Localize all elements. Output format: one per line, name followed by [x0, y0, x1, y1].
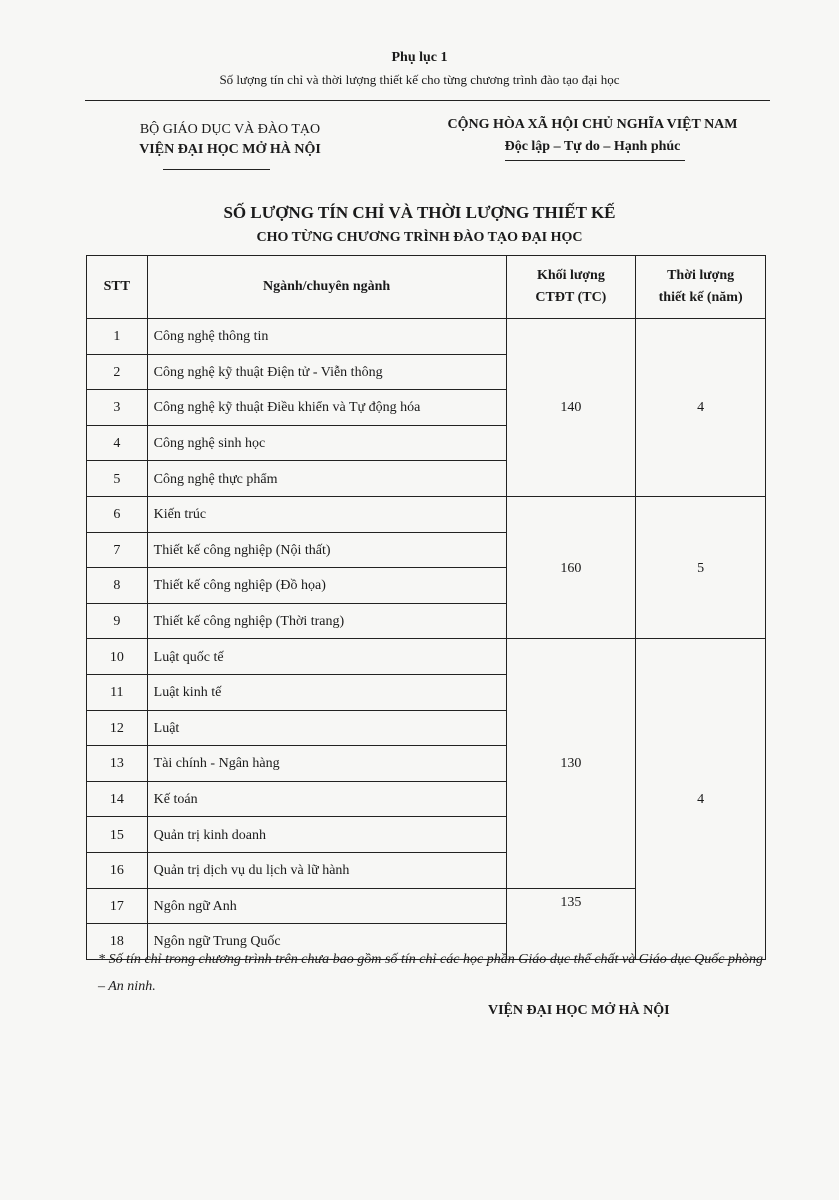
duration-cell: 4 — [636, 319, 766, 497]
credits-cell: 130 — [506, 639, 636, 888]
row-stt: 16 — [87, 852, 148, 888]
row-program: Thiết kế công nghiệp (Thời trang) — [147, 603, 506, 639]
motto: Độc lập – Tự do – Hạnh phúc — [504, 139, 681, 154]
row-program: Ngôn ngữ Anh — [147, 888, 506, 924]
row-program: Luật kinh tế — [147, 674, 506, 710]
top-divider — [85, 100, 770, 101]
row-stt: 12 — [87, 710, 148, 746]
row-program: Luật — [147, 710, 506, 746]
header-duration-line2: thiết kế (năm) — [658, 290, 743, 305]
row-program: Công nghệ kỹ thuật Điều khiển và Tự động hóa — [147, 390, 506, 426]
row-stt: 5 — [87, 461, 148, 497]
row-stt: 17 — [87, 888, 148, 924]
row-program: Công nghệ thực phẩm — [147, 461, 506, 497]
header-credits-line2: CTĐT (TC) — [535, 290, 607, 305]
row-stt: 15 — [87, 817, 148, 853]
row-program: Thiết kế công nghiệp (Đồ họa) — [147, 568, 506, 604]
row-stt: 1 — [87, 319, 148, 355]
left-underline — [163, 169, 270, 170]
table-header-row — [87, 256, 766, 319]
national-motto-block — [410, 114, 775, 158]
duration-cell: 5 — [636, 496, 766, 638]
institute-name: VIỆN ĐẠI HỌC MỞ HÀ NỘI — [139, 142, 321, 157]
footnote: * Số tín chỉ trong chương trình trên chưa bao gồm số tín chỉ các học phần Giáo dục thể chất và Giáo dục Quốc phòng – An ninh. — [98, 952, 763, 994]
header-stt: STT — [87, 256, 148, 319]
row-stt: 18 — [87, 924, 148, 960]
credits-cell: 160 — [506, 496, 636, 638]
duration-cell: 4 — [636, 639, 766, 959]
row-stt: 11 — [87, 674, 148, 710]
credits-cell: 135 — [506, 888, 636, 959]
table-row — [87, 496, 766, 532]
row-stt: 6 — [87, 496, 148, 532]
ministry-block — [100, 120, 360, 160]
row-stt: 2 — [87, 354, 148, 390]
document-subtitle: CHO TỪNG CHƯƠNG TRÌNH ĐÀO TẠO ĐẠI HỌC — [256, 230, 583, 245]
row-stt: 13 — [87, 746, 148, 782]
row-program: Công nghệ thông tin — [147, 319, 506, 355]
header-duration — [636, 256, 766, 319]
programs-table — [86, 255, 766, 960]
row-program: Luật quốc tế — [147, 639, 506, 675]
ministry-name: BỘ GIÁO DỤC VÀ ĐÀO TẠO — [139, 122, 321, 137]
table-row — [87, 639, 766, 675]
row-program: Tài chính - Ngân hàng — [147, 746, 506, 782]
row-program: Ngôn ngữ Trung Quốc — [147, 924, 506, 960]
row-program: Công nghệ kỹ thuật Điện tử - Viễn thông — [147, 354, 506, 390]
row-stt: 8 — [87, 568, 148, 604]
country-name: CỘNG HÒA XÃ HỘI CHỦ NGHĨA VIỆT NAM — [447, 117, 738, 132]
header-program: Ngành/chuyên ngành — [147, 256, 506, 319]
row-program: Quản trị kinh doanh — [147, 817, 506, 853]
row-program: Kiến trúc — [147, 496, 506, 532]
row-program: Thiết kế công nghiệp (Nội thất) — [147, 532, 506, 568]
header-duration-line1: Thời lượng — [667, 268, 735, 283]
right-underline — [505, 160, 685, 161]
row-stt: 14 — [87, 781, 148, 817]
header-credits — [506, 256, 636, 319]
header-credits-line1: Khối lượng — [536, 268, 605, 283]
row-program: Công nghệ sinh học — [147, 425, 506, 461]
row-stt: 10 — [87, 639, 148, 675]
row-stt: 4 — [87, 425, 148, 461]
row-program: Quản trị dịch vụ du lịch và lữ hành — [147, 852, 506, 888]
document-title: SỐ LƯỢNG TÍN CHỈ VÀ THỜI LƯỢNG THIẾT KẾ — [223, 203, 616, 222]
credits-cell: 140 — [506, 319, 636, 497]
row-stt: 9 — [87, 603, 148, 639]
row-stt: 7 — [87, 532, 148, 568]
row-program: Kế toán — [147, 781, 506, 817]
signature: VIỆN ĐẠI HỌC MỞ HÀ NỘI — [488, 1003, 670, 1018]
appendix-title: Phụ lục 1 — [391, 50, 448, 65]
row-stt: 3 — [87, 390, 148, 426]
table-row — [87, 319, 766, 355]
appendix-subtitle: Số lượng tín chỉ và thời lượng thiết kế cho từng chương trình đào tạo đại học — [219, 72, 620, 87]
